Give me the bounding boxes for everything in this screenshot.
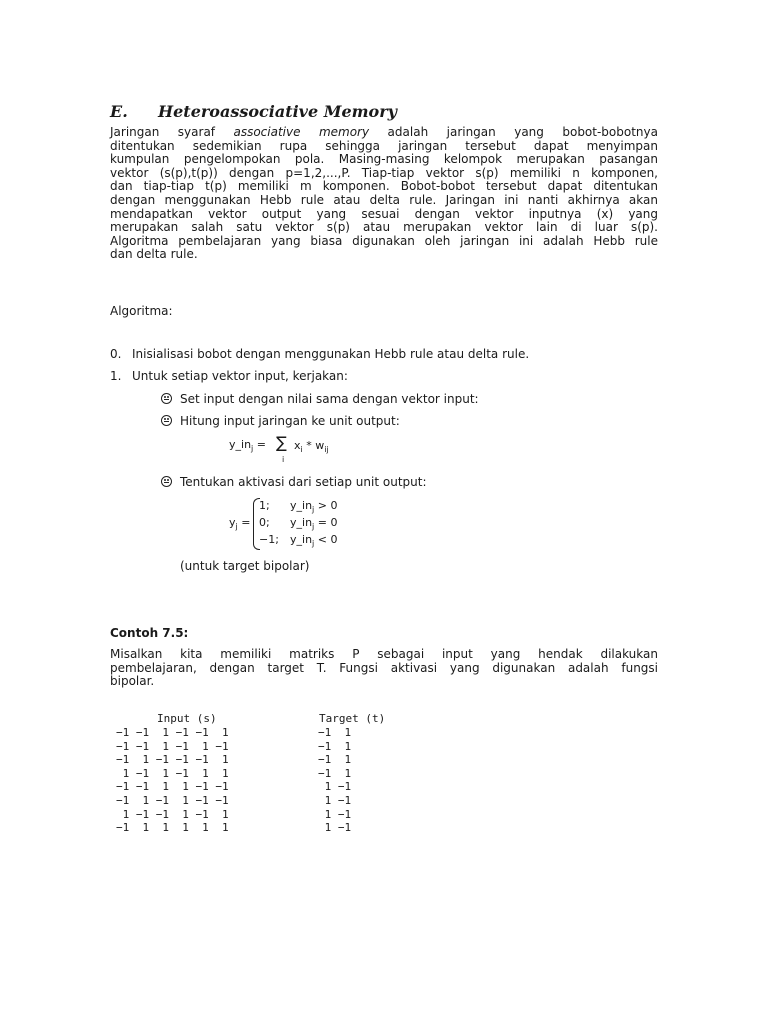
- target-vector: −1 1: [318, 739, 352, 753]
- table-header: [116, 712, 386, 726]
- intro-line: vektor (s(p),t(p)) dengan p=1,2,...,P. Tiap-tiap vektor s(p) memiliki n komponen,: [110, 165, 658, 180]
- target-vector: −1 1: [318, 726, 352, 739]
- frown-bullet-icon: [161, 415, 172, 426]
- table-row: [116, 780, 352, 794]
- intro-line: dan delta rule.: [110, 247, 198, 262]
- example-line: Misalkan kita memiliki matriks P sebagai input yang hendak dilakukan: [110, 647, 658, 661]
- input-vector: 1 −1 1 −1 1 1: [116, 766, 229, 780]
- intro-paragraph: [110, 126, 658, 262]
- algorithm-step: 0. Inisialisasi bobot dengan menggunakan Hebb rule atau delta rule.: [110, 347, 530, 361]
- example-title: Contoh 7.5:: [110, 626, 189, 640]
- emphasis-term: associative memory: [233, 125, 370, 139]
- input-column-header: Input (s): [157, 712, 217, 725]
- target-vector: −1 1: [318, 766, 352, 780]
- net-input-formula: $y\_in_j$ = ∑ i $x_i * w_{ij}$: [229, 433, 329, 464]
- input-vector: −1 1 1 1 1 1: [116, 821, 229, 835]
- intro-line: Algoritma pembelajaran yang biasa digunakan oleh jaringan ini adalah Hebb rule: [110, 233, 658, 248]
- target-vector: 1 −1: [318, 793, 352, 807]
- bullet-item: Tentukan aktivasi dari setiap unit output:: [161, 475, 427, 489]
- activation-lhs: $y_j$ =: [229, 516, 251, 531]
- intro-line: ditentukan sedemikian rupa sehingga jaringan tersebut dapat menyimpan: [110, 138, 658, 153]
- algorithm-step: 1. Untuk setiap vektor input, kerjakan:: [110, 369, 348, 383]
- intro-line: Jaringan syaraf associative memory adalah jaringan yang bobot-bobotnya: [110, 125, 658, 139]
- activation-case: −1; $y\_in_j < 0$: [259, 533, 338, 548]
- intro-line: dan tiap-tiap t(p) memiliki m komponen. Bobot-bobot tersebut dapat ditentukan: [110, 179, 658, 194]
- section-heading: [110, 102, 397, 121]
- algorithm-label: Algoritma:: [110, 304, 173, 318]
- input-vector: −1 −1 1 −1 1 −1: [116, 739, 229, 753]
- intro-line: merupakan salah satu vektor s(p) atau merupakan vektor lain di luar s(p).: [110, 220, 658, 235]
- input-vector: −1 −1 1 1 −1 −1: [116, 780, 229, 794]
- target-vector: 1 −1: [318, 780, 352, 794]
- input-vector: −1 1 −1 1 −1 −1: [116, 793, 229, 807]
- bullet-item: Set input dengan nilai sama dengan vektor input:: [161, 392, 479, 406]
- input-vector: 1 −1 −1 1 −1 1: [116, 807, 229, 821]
- example-paragraph: [110, 648, 658, 689]
- activation-case: 0; $y\_in_j = 0$: [259, 516, 338, 531]
- table-row: [116, 766, 352, 781]
- target-vector: 1 −1: [318, 821, 352, 835]
- intro-line: kumpulan pengelompokan pola. Masing-masing kelompok merupakan pasangan: [110, 152, 658, 167]
- bullet-item: Hitung input jaringan ke unit output:: [161, 414, 400, 428]
- input-vector: −1 −1 1 −1 −1 1: [116, 726, 229, 739]
- table-row: [116, 753, 352, 767]
- target-vector: −1 1: [318, 753, 352, 767]
- frown-bullet-icon: [161, 393, 172, 404]
- frown-bullet-icon: [161, 476, 172, 487]
- section-title: Heteroassociative Memory: [158, 102, 397, 121]
- table-row: [116, 807, 352, 822]
- table-row: [116, 726, 352, 740]
- table-row: [116, 793, 352, 808]
- sum-symbol: ∑: [276, 433, 287, 452]
- table-body: [116, 726, 352, 835]
- target-vector: 1 −1: [318, 807, 352, 821]
- bipolar-note: (untuk target bipolar): [180, 559, 310, 573]
- example-line: bipolar.: [110, 674, 155, 689]
- training-table: [116, 712, 386, 835]
- activation-case: 1; $y\_in_j > 0$: [259, 499, 338, 514]
- intro-line: mendapatkan vektor output yang sesuai dengan vektor inputnya (x) yang: [110, 206, 658, 221]
- section-number: E.: [110, 102, 128, 121]
- target-column-header: Target (t): [319, 712, 386, 725]
- table-row: [116, 739, 352, 754]
- input-vector: −1 1 −1 −1 −1 1: [116, 753, 229, 767]
- intro-line: dengan menggunakan Hebb rule atau delta rule. Jaringan ini nanti akhirnya akan: [110, 192, 658, 207]
- table-row: [116, 821, 352, 835]
- example-line: pembelajaran, dengan target T. Fungsi aktivasi yang digunakan adalah fungsi: [110, 660, 658, 675]
